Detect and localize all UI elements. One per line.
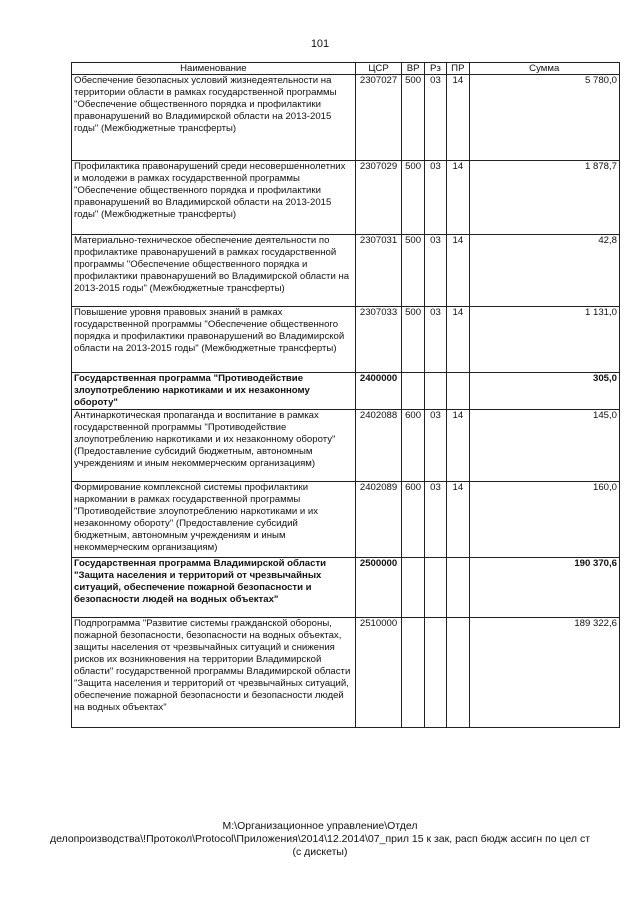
row-sum: 1 131,0 — [469, 307, 620, 373]
row-pr: 14 — [447, 75, 469, 161]
row-csr: 2402088 — [355, 410, 402, 482]
row-rz — [424, 373, 446, 410]
row-name: Государственная программа Владимирской области "Защита населения и территорий от чрезвычайных ситуаций, обеспечение пожарной безопасности и безопасности людей на водных объектах" — [72, 558, 356, 618]
row-csr: 2510000 — [355, 618, 402, 728]
row-name: Повышение уровня правовых знаний в рамках государственной программы "Обеспечение общественного порядка и профилактики правонарушений во Владимирской области на 2013-2015 годы" (Межбюджетные трансферты) — [72, 307, 356, 373]
row-csr: 2307027 — [355, 75, 402, 161]
row-csr: 2500000 — [355, 558, 402, 618]
table-row — [72, 558, 620, 618]
row-vr — [402, 558, 424, 618]
row-rz: 03 — [424, 161, 446, 235]
table-row — [72, 618, 620, 728]
row-rz: 03 — [424, 482, 446, 558]
table-row — [72, 161, 620, 235]
header-csr: ЦСР — [355, 63, 402, 75]
row-vr: 500 — [402, 235, 424, 307]
row-pr: 14 — [447, 161, 469, 235]
header-vr: ВР — [402, 63, 424, 75]
row-vr: 500 — [402, 161, 424, 235]
row-name: Профилактика правонарушений среди несовершеннолетних и молодежи в рамках государственной программы "Обеспечение общественного порядка и профилактики правонарушений во Владимирской области на 2013-2015 годы" (Межбюджетные трансферты) — [72, 161, 356, 235]
row-sum: 160,0 — [469, 482, 620, 558]
row-vr: 600 — [402, 410, 424, 482]
row-vr — [402, 373, 424, 410]
row-name: Обеспечение безопасных условий жизнедеятельности на территории области в рамках государственной программы "Обеспечение общественного порядка и профилактики правонарушений во Владимирской области на 2013-2015 годы" (Межбюджетные трансферты) — [72, 75, 356, 161]
row-name: Материально-техническое обеспечение деятельности по профилактике правонарушений в рамках государственной программы "Обеспечение общественного порядка и профилактики правонарушений во Владимирской области на 2013-2015 годы" (Межбюджетные трансферты) — [72, 235, 356, 307]
row-name: Формирование комплексной системы профилактики наркомании в рамках государственной программы "Противодействие злоупотреблению наркотиками и их незаконному обороту" (Предоставление субсидий бюджетным, автономным учреждениям и иным некоммерческим организациям) — [72, 482, 356, 558]
row-vr: 500 — [402, 75, 424, 161]
row-vr: 600 — [402, 482, 424, 558]
row-vr — [402, 618, 424, 728]
header-sum: Сумма — [469, 63, 620, 75]
budget-table — [71, 62, 620, 728]
row-name: Подпрограмма "Развитие системы гражданской обороны, пожарной безопасности, безопасности на водных объектах, защиты населения от чрезвычайных ситуаций и снижения рисков их возникновения на территории Владимирской области" государственной программы Владимирской области "Защита населения и территорий от чрезвычайных ситуаций, обеспечение пожарной безопасности и безопасности людей на водных объектах" — [72, 618, 356, 728]
table-row — [72, 482, 620, 558]
row-sum: 42,8 — [469, 235, 620, 307]
row-sum: 1 878,7 — [469, 161, 620, 235]
page-number: 101 — [310, 38, 330, 50]
row-rz — [424, 558, 446, 618]
row-vr: 500 — [402, 307, 424, 373]
row-pr — [447, 618, 469, 728]
row-csr: 2307031 — [355, 235, 402, 307]
footer-path — [40, 820, 600, 859]
row-rz — [424, 618, 446, 728]
row-sum: 5 780,0 — [469, 75, 620, 161]
row-pr: 14 — [447, 482, 469, 558]
row-pr: 14 — [447, 235, 469, 307]
row-pr: 14 — [447, 410, 469, 482]
row-sum: 305,0 — [469, 373, 620, 410]
row-csr: 2307029 — [355, 161, 402, 235]
footer-line-1: M:\Организационное управление\Отдел — [222, 820, 418, 832]
row-sum: 190 370,6 — [469, 558, 620, 618]
table-row — [72, 307, 620, 373]
row-rz: 03 — [424, 410, 446, 482]
header-name: Наименование — [72, 63, 356, 75]
row-csr: 2307033 — [355, 307, 402, 373]
footer-line-2: делопроизводства\!Протокол\Protocol\Приложения\2014\12.2014\07_прил 15 к зак, расп бюдж ассигн по цел ст — [49, 833, 591, 845]
header-pr: ПР — [447, 63, 469, 75]
table-row — [72, 235, 620, 307]
footer-line-3: (с дискеты) — [292, 846, 348, 858]
table-row — [72, 75, 620, 161]
row-rz: 03 — [424, 235, 446, 307]
row-name: Антинаркотическая пропаганда и воспитание в рамках государственной программы "Противодействие злоупотреблению наркотиками и их незаконному обороту" (Предоставление субсидий бюджетным, автономным учреждениям и иным некоммерческим организациям) — [72, 410, 356, 482]
row-csr: 2402089 — [355, 482, 402, 558]
row-rz: 03 — [424, 75, 446, 161]
row-name: Государственная программа "Противодействие злоупотреблению наркотиками и их незаконному обороту" — [72, 373, 356, 410]
row-sum: 145,0 — [469, 410, 620, 482]
header-rz: Рз — [424, 63, 446, 75]
row-rz: 03 — [424, 307, 446, 373]
row-pr — [447, 373, 469, 410]
row-sum: 189 322,6 — [469, 618, 620, 728]
table-row — [72, 373, 620, 410]
row-csr: 2400000 — [355, 373, 402, 410]
table-row — [72, 410, 620, 482]
table-header-row — [72, 63, 620, 75]
row-pr: 14 — [447, 307, 469, 373]
row-pr — [447, 558, 469, 618]
